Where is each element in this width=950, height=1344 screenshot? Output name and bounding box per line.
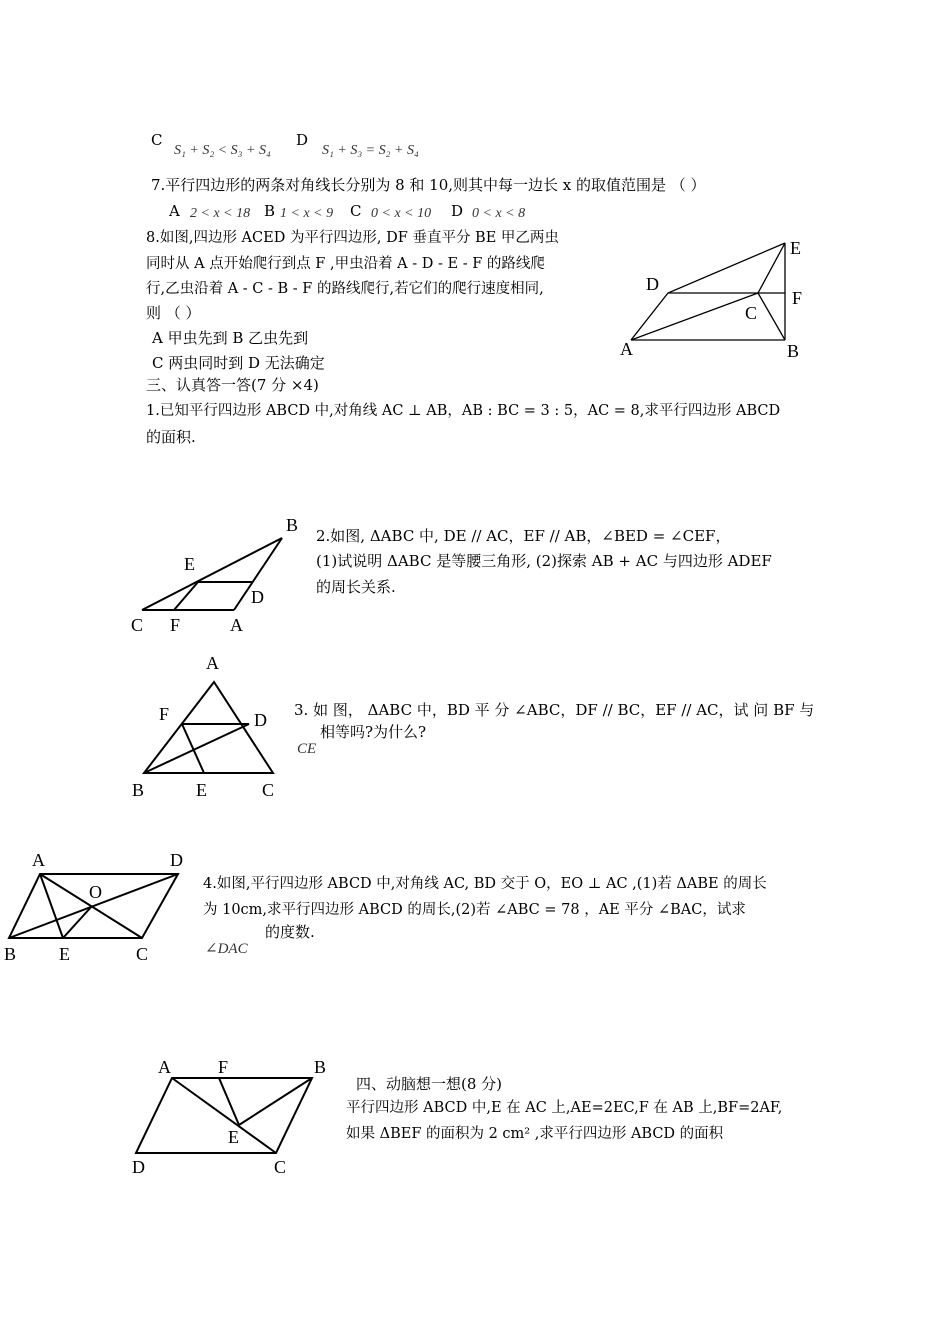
section-4-line-1: 平行四边形 ABCD 中,E 在 AC 上,AE=2EC,F 在 AB 上,BF=2AF, [346,1100,783,1116]
problem-1-line-1: 1.已知平行四边形 ABCD 中,对角线 AC ⊥ AB，AB : BC = 3 : 5，AC = 8,求平行四边形 ABCD [146,403,781,419]
problem-2-line-2: (1)试说明 ΔABC 是等腰三角形, (2)探索 AB + AC 与四边形 ADEF [316,552,772,570]
problem-3-fig-label-c: C [262,780,275,800]
q8-fig-label-e: E [790,238,801,258]
q8-fig-label-d: D [646,274,659,294]
section-4-fig-label-a: A [158,1057,171,1077]
problem-4-line-3-angle: ∠DAC [205,941,248,957]
q7-option-b-letter: B [264,202,276,220]
problem-1-line-2: 的面积. [146,428,196,446]
q8-line-3: 行,乙虫沿着 A - C - B - F 的路线爬行,若它们的爬行速度相同, [146,281,544,297]
problem-3-line-1: 3. 如 图， ΔABC 中，BD 平 分 ∠ABC，DF // BC，EF // AC，试 问 BF 与 [294,701,815,719]
section-4-fig-label-b: B [314,1057,327,1077]
q8-fig-label-c: C [745,303,758,323]
section-4-fig-label-c: C [274,1157,287,1177]
q8-fig-label-a: A [620,339,633,359]
section-4-figure [130,1072,330,1172]
q6-option-c-letter: C [151,131,163,149]
problem-3-fig-label-a: A [206,653,219,673]
problem-3-fig-label-d: D [254,710,267,730]
problem-2-figure [138,533,298,643]
q8-fig-label-f: F [792,288,803,308]
q6-option-d-letter: D [296,131,309,149]
problem-2-line-3: 的周长关系. [316,578,396,596]
q8-fig-label-b: B [787,341,800,361]
problem-4-fig-label-c: C [136,944,149,964]
problem-4-line-1: 4.如图,平行四边形 ABCD 中,对角线 AC, BD 交于 O，EO ⊥ AC ,(1)若 ΔABE 的周长 [203,876,767,892]
problem-2-fig-label-c: C [131,615,144,635]
problem-3-line-2-ce: CE [297,741,317,757]
section-4-fig-label-d: D [132,1157,145,1177]
q7-option-c: 0 < x < 10 [371,206,432,221]
problem-2-fig-label-a: A [230,615,243,635]
section-4-fig-label-e: E [228,1127,239,1147]
q7-option-a-letter: A [169,202,180,220]
problem-2-fig-label-d: D [251,587,264,607]
q7-question: 7.平行四边形的两条对角线长分别为 8 和 10,则其中每一边长 x 的取值范围是 （ ） [151,176,706,194]
problem-4-line-3: 的度数. [265,923,315,941]
problem-2-fig-label-b: B [286,515,299,535]
problem-3-line-2: 相等吗?为什么? [320,723,427,741]
q8-line-4: 则 （ ） [146,304,201,322]
problem-3-fig-label-b: B [132,780,145,800]
section-4-title: 四、动脑想一想(8 分) [356,1075,503,1093]
problem-4-line-2: 为 10cm,求平行四边形 ABCD 的周长,(2)若 ∠ABC = 78 ，AE 平分 ∠BAC，试求 [203,902,746,918]
problem-2-line-1: 2.如图, ΔABC 中, DE // AC，EF // AB，∠BED = ∠CEF， [316,527,731,545]
problem-3-fig-label-e: E [196,780,207,800]
q7-option-c-letter: C [350,202,362,220]
q8-line-2: 同时从 A 点开始爬行到点 F ,甲虫沿着 A - D - E - F 的路线爬 [146,256,545,272]
q8-line-1: 8.如图,四边形 ACED 为平行四边形, DF 垂直平分 BE 甲乙两虫 [146,230,559,246]
section-4-line-2: 如果 ΔBEF 的面积为 2 cm² ,求平行四边形 ABCD 的面积 [346,1126,724,1142]
q8-options-row-2: C 两虫同时到 D 无法确定 [152,354,325,372]
q7-option-d-letter: D [451,202,464,220]
problem-4-fig-label-a: A [32,850,45,870]
section-4-fig-label-f: F [218,1057,229,1077]
q7-option-b: 1 < x < 9 [280,206,334,221]
q8-options-row-1: A 甲虫先到 B 乙虫先到 [152,329,309,347]
problem-4-fig-label-o: O [89,882,102,902]
problem-4-fig-label-b: B [4,944,17,964]
problem-2-fig-label-e: E [184,554,195,574]
problem-4-fig-label-d: D [170,850,183,870]
problem-2-fig-label-f: F [170,615,181,635]
q6-option-d-expression: S₁ + S₃ = S₂ + S₄ [322,143,419,158]
problem-4-figure [6,870,206,970]
problem-3-fig-label-f: F [159,704,170,724]
section-3-title: 三、认真答一答(7 分 ×4) [146,376,319,394]
q7-option-d: 0 < x < 8 [472,206,526,221]
problem-4-fig-label-e: E [59,944,70,964]
q7-option-a: 2 < x < 18 [190,206,251,221]
q6-option-c-expression: S₁ + S₂ < S₃ + S₄ [174,143,271,158]
